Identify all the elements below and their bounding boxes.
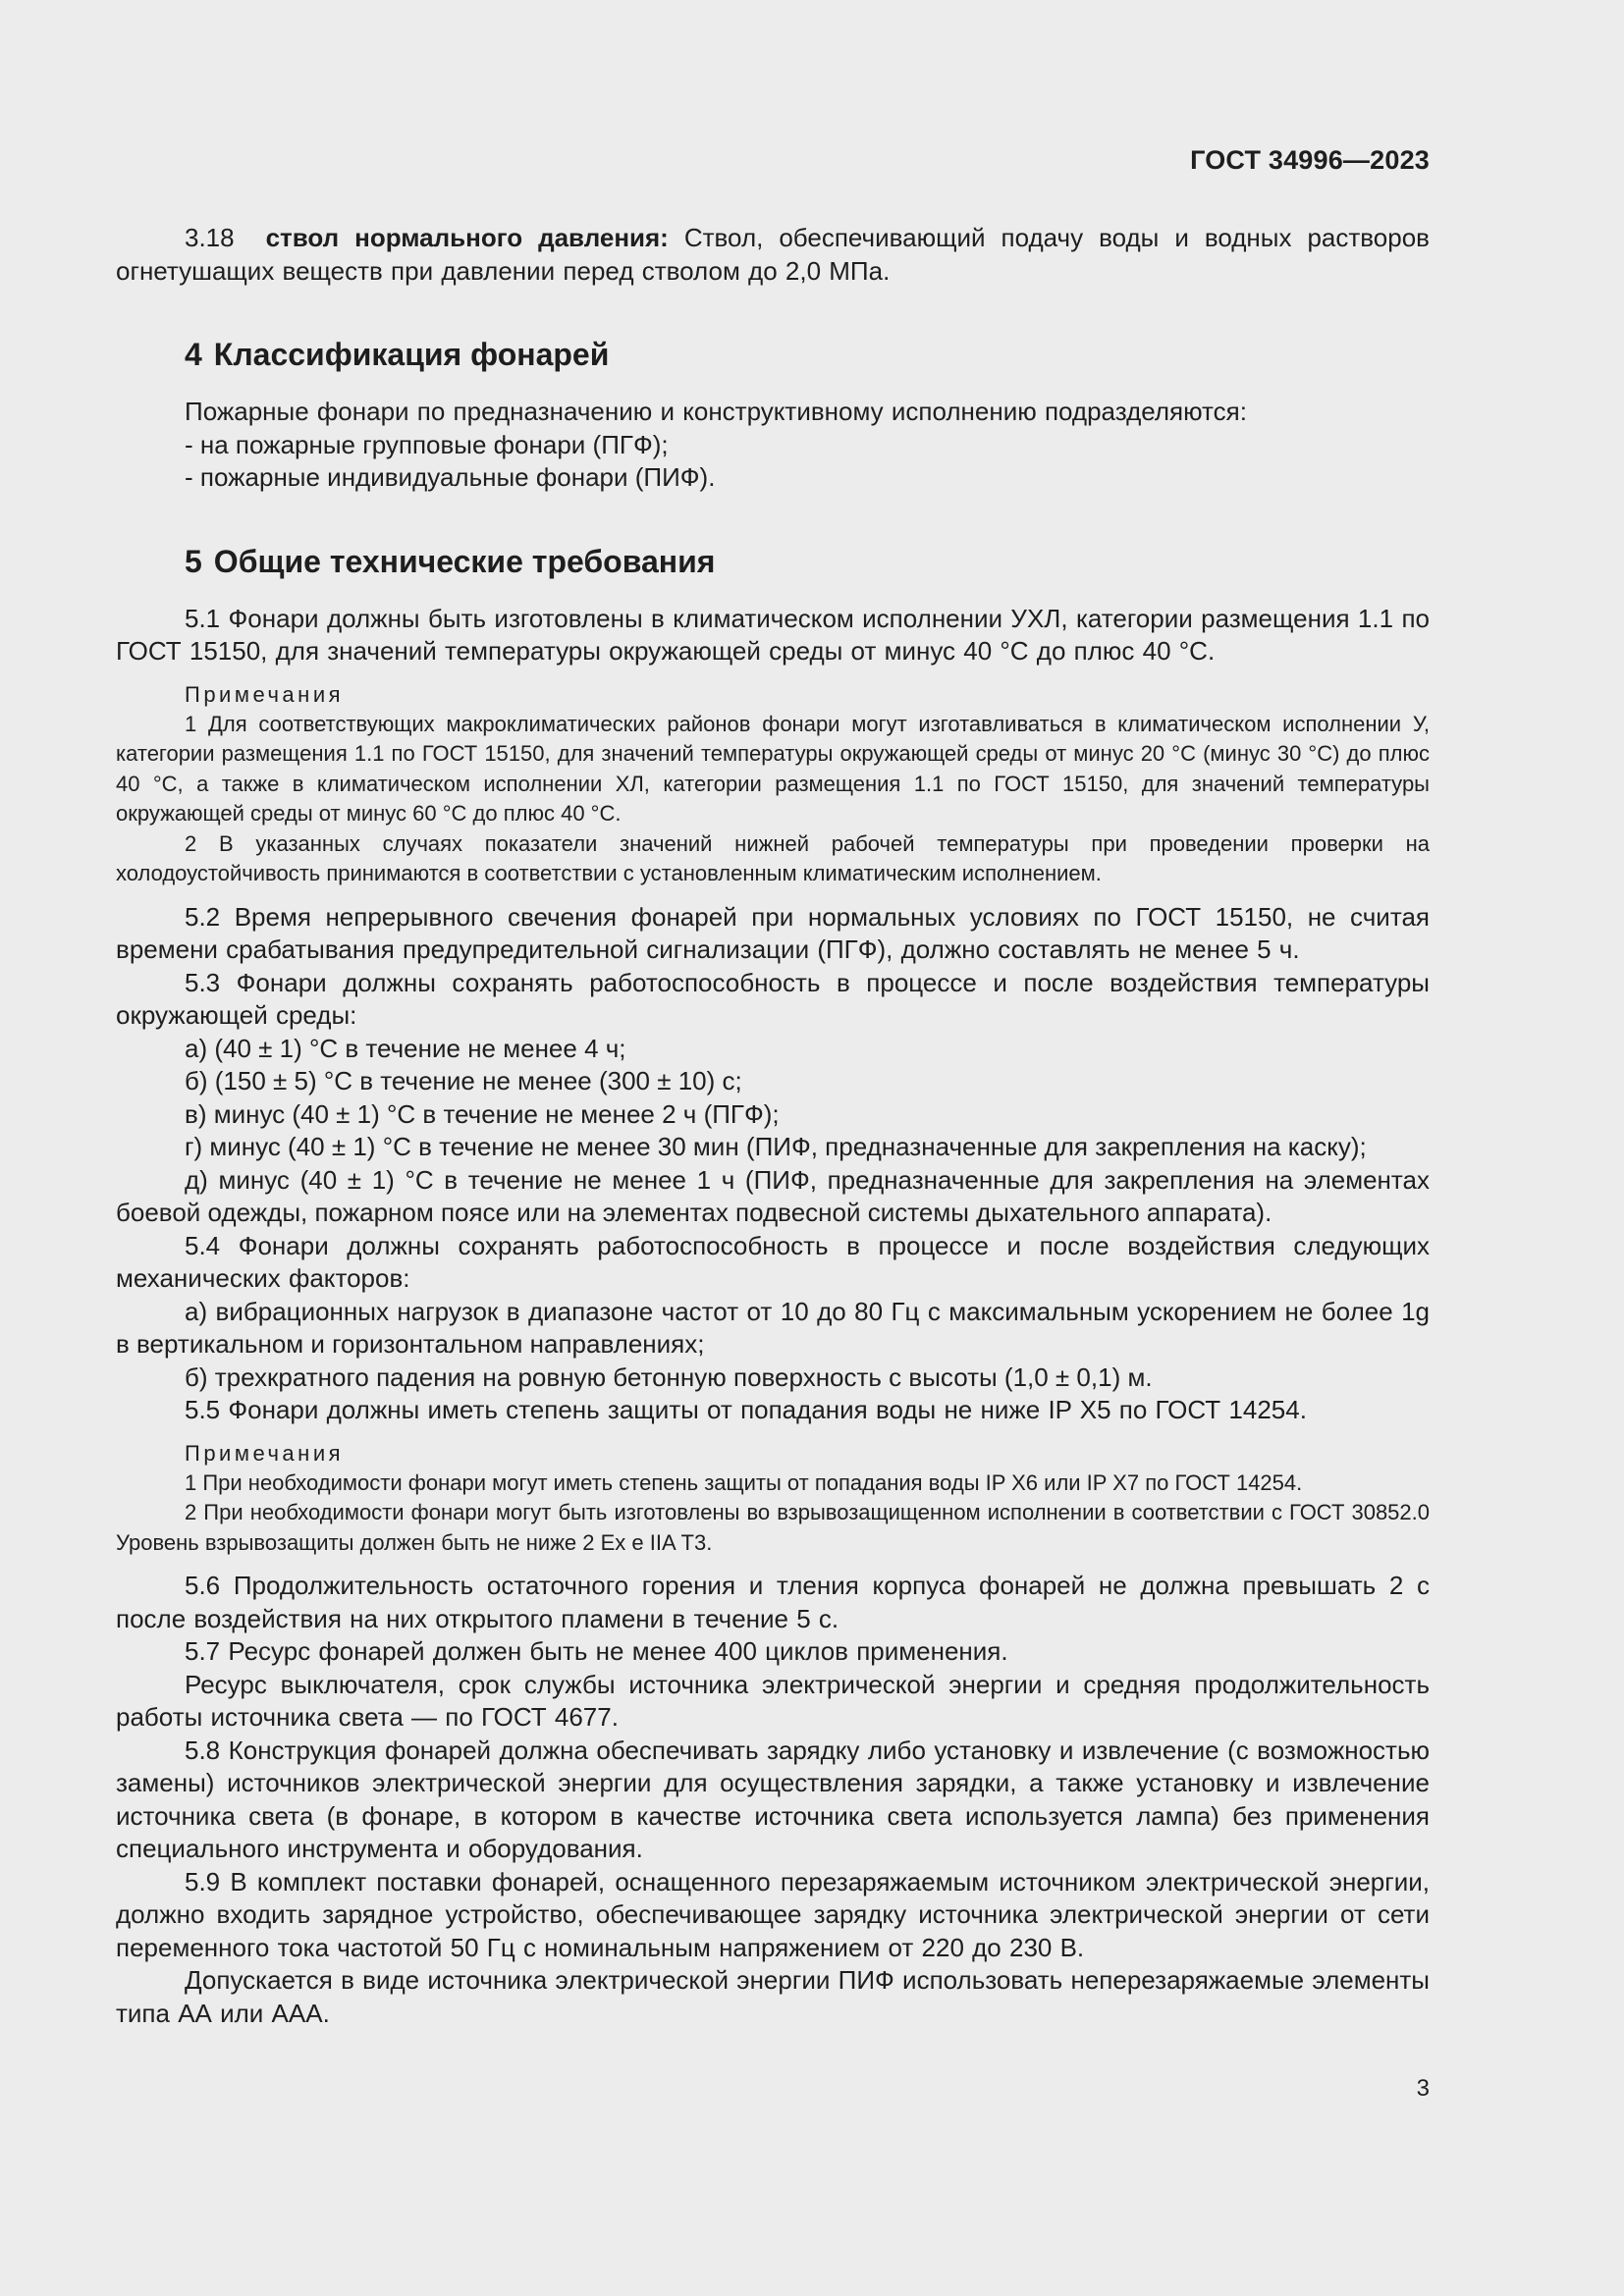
section-4-intro: Пожарные фонари по предназначению и конструктивному исполнению подразделяются: <box>185 397 1247 426</box>
list-item: в) минус (40 ± 1) °С в течение не менее 2 ч (ПГФ); <box>185 1098 780 1129</box>
paragraph-5-3: 5.3 Фонари должны сохранять работоспособность в процессе и после воздействия температуры окружающей среды: <box>116 967 1430 1030</box>
note-item: 1 При необходимости фонари могут иметь степень защиты от попадания воды IP X6 или IP X7 по ГОСТ 14254. <box>185 1469 1303 1495</box>
list-item: - на пожарные групповые фонари (ПГФ); <box>185 429 669 459</box>
note-item: 1 Для соответствующих макроклиматических районов фонари могут изготавливаться в климатическом исполнении У, категории размещения 1.1 по ГОСТ 15150, для значений температуры окружающей среды от минус 20 °С (минус 30 °С) до плюс 40 °С, а также в климатическом исполнении ХЛ, категории размещения 1.1 по ГОСТ 15150, для значений температуры окружающей среды от минус 60 °С до плюс 40 °С. <box>116 711 1430 826</box>
paragraph-5-8: 5.8 Конструкция фонарей должна обеспечивать зарядку либо установку и извлечение (с возможностью замены) источников электрической энергии для осуществления зарядки, а также установку и извлечение источника света (в фонаре, в котором в качестве источника света используется лампа) без применения специального инструмента и оборудования. <box>116 1735 1430 1863</box>
paragraph-5-6: 5.6 Продолжительность остаточного горения и тления корпуса фонарей не должна превышать 2 с после воздействия на них открытого пламени в течение 5 с. <box>116 1571 1430 1633</box>
section-4-heading: 4 Классификация фонарей <box>185 337 610 372</box>
list-item: а) (40 ± 1) °С в течение не менее 4 ч; <box>185 1033 626 1063</box>
list-item: б) трехкратного падения на ровную бетонную поверхность с высоты (1,0 ± 0,1) м. <box>185 1362 1153 1392</box>
paragraph-5-9-cont: Допускается в виде источника электрической энергии ПИФ использовать неперезаряжаемые элементы типа АА или ААА. <box>116 1965 1430 2028</box>
paragraph-5-1: 5.1 Фонари должны быть изготовлены в климатическом исполнении УХЛ, категории размещения 1.1 по ГОСТ 15150, для значений температуры окружающей среды от минус 40 °С до плюс 40 °С. <box>116 603 1430 666</box>
list-item: - пожарные индивидуальные фонари (ПИФ). <box>185 462 716 492</box>
list-item: а) вибрационных нагрузок в диапазоне частот от 10 до 80 Гц с максимальным ускорением не более 1g в вертикальном и горизонтальном направлениях; <box>116 1296 1430 1359</box>
paragraph-5-2: 5.2 Время непрерывного свечения фонарей при нормальных условиях по ГОСТ 15150, не считая времени срабатывания предупредительной сигнализации (ПГФ), должно составлять не менее 5 ч. <box>116 901 1430 964</box>
document-header: ГОСТ 34996—2023 <box>1190 145 1430 175</box>
paragraph-5-5: 5.5 Фонари должны иметь степень защиты от попадания воды не ниже IP X5 по ГОСТ 14254. <box>185 1395 1307 1424</box>
note-item: 2 При необходимости фонари могут быть изготовлены во взрывозащищенном исполнении в соответствии с ГОСТ 30852.0 Уровень взрывозащиты должен быть не ниже 2 Ex е IIA Т3. <box>116 1500 1430 1555</box>
note-item: 2 В указанных случаях показатели значений нижней рабочей температуры при проведении проверки на холодоустойчивость принимаются в соответствии с установленным климатическим исполнением. <box>116 830 1430 885</box>
paragraph-5-7: 5.7 Ресурс фонарей должен быть не менее 400 циклов применения. <box>185 1636 1008 1666</box>
list-item: г) минус (40 ± 1) °С в течение не менее 30 мин (ПИФ, предназначенные для закрепления на каску); <box>185 1132 1367 1161</box>
paragraph-3-18: 3.18 ствол нормального давления: Ствол, обеспечивающий подачу воды и водных растворов огнетушащих веществ при давлении перед стволом до 2,0 МПа. <box>116 223 1430 286</box>
document-body <box>116 222 1430 2030</box>
paragraph-5-9: 5.9 В комплект поставки фонарей, оснащенного перезаряжаемым источником электрической энергии, должно входить зарядное устройство, обеспечивающее зарядку источника электрической энергии от сети переменного тока частотой 50 Гц с номинальным напряжением от 220 до 230 В. <box>116 1866 1430 1962</box>
list-item: д) минус (40 ± 1) °С в течение не менее 1 ч (ПИФ, предназначенные для закрепления на элементах боевой одежды, пожарном поясе или на элементах подвесной системы дыхательного аппарата). <box>116 1164 1430 1227</box>
list-item: б) (150 ± 5) °С в течение не менее (300 ± 10) с; <box>185 1066 742 1095</box>
paragraph-5-7-cont: Ресурс выключателя, срок службы источника электрической энергии и средняя продолжительность работы источника света — по ГОСТ 4677. <box>116 1669 1430 1732</box>
notes-title: Примечания <box>185 1440 345 1466</box>
page-number: 3 <box>1416 2075 1430 2102</box>
section-5-heading: 5 Общие технические требования <box>185 543 716 579</box>
paragraph-5-4: 5.4 Фонари должны сохранять работоспособность в процессе и после воздействия следующих механических факторов: <box>116 1230 1430 1293</box>
notes-title: Примечания <box>185 681 345 707</box>
term-name: ствол нормального давления: <box>265 223 669 252</box>
